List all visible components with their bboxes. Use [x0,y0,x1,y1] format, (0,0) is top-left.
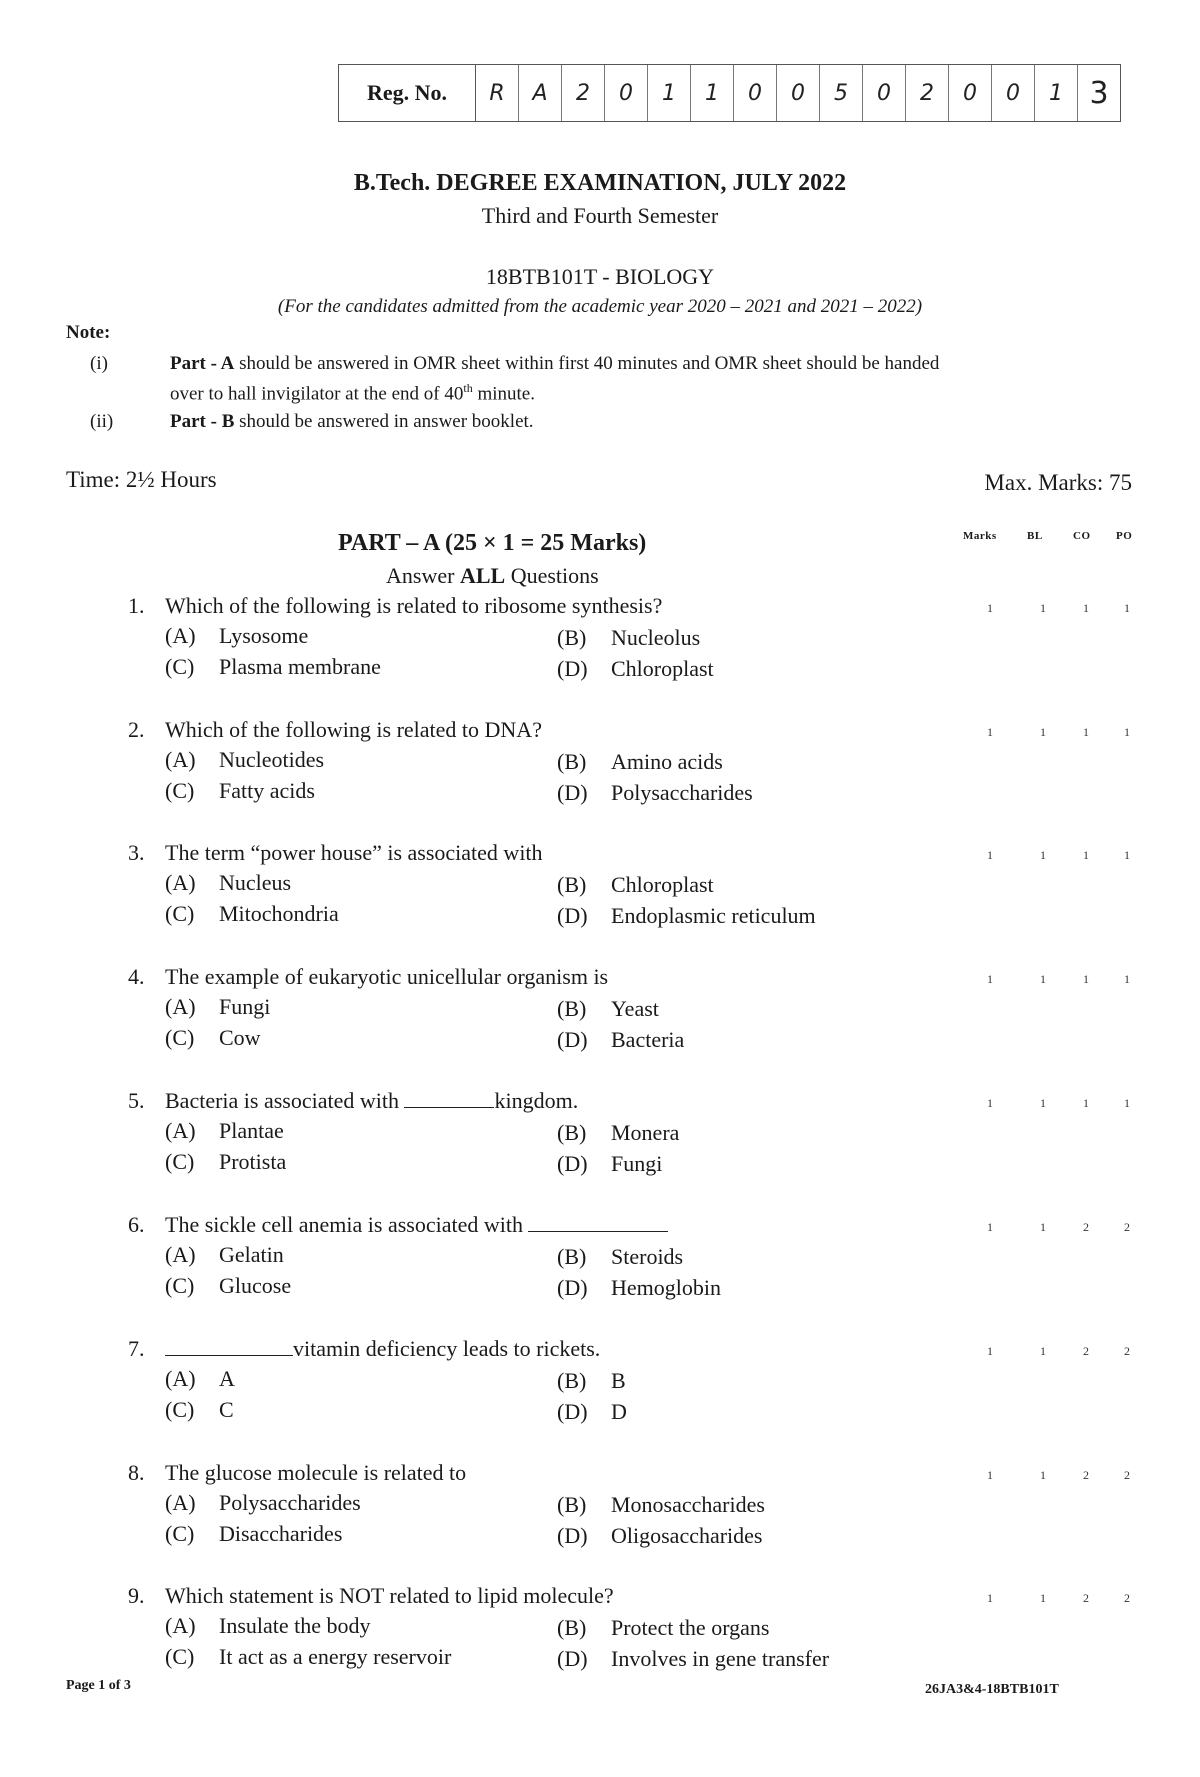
question-text [165,1460,466,1486]
option-text: Protista [219,1149,287,1174]
option-a [165,870,291,896]
option-letter: (B) [557,1368,587,1393]
option-letter: (D) [557,1646,588,1671]
note-body-line2: over to hall invigilator at the end of 40 [170,383,464,405]
option-a [165,1242,284,1268]
option-b [557,872,714,898]
question-co: 1 [1083,1096,1089,1110]
question-po: 2 [1124,1220,1130,1234]
course-code: 18BTB101T - BIOLOGY [485,264,715,289]
option-letter: (D) [557,656,588,681]
option-text: Monera [611,1120,680,1145]
option-text: Involves in gene transfer [611,1646,830,1671]
question-co: 1 [1083,972,1089,986]
question-marks: 1 [987,1220,993,1234]
note-bold: Part - B [170,411,235,432]
option-d [557,780,753,806]
option-text: Amino acids [611,749,723,774]
reg-digit: A [519,65,562,121]
question-co: 2 [1083,1220,1089,1234]
option-a [165,1118,284,1144]
question-bl: 1 [1040,1096,1046,1110]
option-c [165,1273,291,1299]
question-marks: 1 [987,848,993,862]
semester: Third and Fourth Semester [481,203,719,228]
note-bold: Part - A [170,353,235,374]
option-d [557,903,816,929]
option-d [557,1399,627,1425]
option-letter: (C) [165,901,195,926]
option-letter: (D) [557,1151,588,1176]
reg-no-box [338,64,1121,122]
reg-digit: 2 [906,65,949,121]
question-text-body: Which statement is NOT related to lipid molecule? [165,1583,614,1608]
option-letter: (A) [165,623,196,648]
option-text: Cow [219,1025,261,1050]
option-b [557,1368,626,1394]
question-co: 1 [1083,725,1089,739]
question-co: 2 [1083,1344,1089,1358]
option-letter: (A) [165,1118,196,1143]
option-text: Bacteria [611,1027,685,1052]
part-a-heading: PART – A (25 × 1 = 25 Marks) [338,530,647,556]
option-b [557,996,659,1022]
option-c [165,1521,342,1547]
option-letter: (A) [165,870,196,895]
option-a [165,1490,361,1516]
note-number: (ii) [90,411,114,432]
fill-blank [165,1337,293,1356]
reg-digit: 0 [734,65,777,121]
question-bl: 1 [1040,1344,1046,1358]
question-text [165,1212,668,1238]
question-bl: 1 [1040,725,1046,739]
question-number: 7. [128,1336,145,1361]
option-letter: (B) [557,1492,587,1517]
option-text: Polysaccharides [219,1490,361,1515]
reg-digit: R [476,65,519,121]
note-body-end: minute. [472,383,535,405]
col-bl: BL [1027,530,1043,542]
note-body: should be answered in OMR sheet within first 40 minutes and OMR sheet should be handed [234,353,940,374]
option-b [557,1120,679,1146]
option-b [557,1492,765,1518]
option-letter: (C) [165,1025,195,1050]
question-number: 6. [128,1212,145,1237]
option-letter: (A) [165,1613,196,1638]
option-c [165,1397,234,1423]
option-letter: (D) [557,903,588,928]
max-marks: Max. Marks: 75 [984,470,1132,495]
option-c [165,901,339,927]
option-text: C [219,1397,234,1422]
question-po: 1 [1124,601,1130,615]
question-marks: 1 [987,1344,993,1358]
instruction-text: Questions [505,563,599,588]
option-letter: (D) [557,1523,588,1548]
option-d [557,1523,763,1549]
question-number: 5. [128,1088,145,1113]
option-d [557,1027,684,1053]
option-text: Plasma membrane [219,654,381,679]
option-a [165,994,270,1020]
option-text: Steroids [611,1244,684,1269]
option-text: Fungi [611,1151,663,1176]
exam-title: B.Tech. DEGREE EXAMINATION, JULY 2022 [353,170,847,196]
note-number: (i) [90,353,108,374]
question-text-pre: Bacteria is associated with [165,1088,405,1113]
option-text: Protect the organs [611,1615,770,1640]
option-letter: (B) [557,872,587,897]
option-text: Plantae [219,1118,284,1143]
reg-digit: 1 [1035,65,1078,121]
option-c [165,654,381,680]
question-po: 2 [1124,1468,1130,1482]
instruction-text: Answer [386,563,460,588]
question-co: 2 [1083,1468,1089,1482]
question-bl: 1 [1040,1220,1046,1234]
question-co: 1 [1083,601,1089,615]
option-letter: (B) [557,1615,587,1640]
question-marks: 1 [987,1468,993,1482]
question-po: 1 [1124,1096,1130,1110]
option-letter: (C) [165,778,195,803]
option-text: It act as a energy reservoir [219,1644,452,1669]
option-a [165,623,308,649]
question-text [165,1336,600,1362]
option-letter: (C) [165,1149,195,1174]
reg-digit: 1 [648,65,691,121]
question-marks: 1 [987,972,993,986]
option-letter: (C) [165,654,195,679]
question-number: 4. [128,964,145,989]
question-number: 8. [128,1460,145,1485]
question-text-post: kingdom. [494,1088,579,1113]
option-text: Fatty acids [219,778,315,803]
note-sup: th [463,381,473,395]
reg-digit: 2 [562,65,605,121]
option-text: Disaccharides [219,1521,343,1546]
question-bl: 1 [1040,972,1046,986]
option-c [165,1644,451,1670]
option-letter: (B) [557,1244,587,1269]
question-number: 1. [128,593,145,618]
col-marks: Marks [963,530,997,542]
option-c [165,1025,261,1051]
question-po: 1 [1124,725,1130,739]
option-text: Fungi [219,994,271,1019]
question-bl: 1 [1040,1591,1046,1605]
option-a [165,1366,235,1392]
option-text: Polysaccharides [611,780,753,805]
option-text: Glucose [219,1273,292,1298]
question-text [165,1583,614,1609]
option-text: A [219,1366,235,1391]
option-text: Nucleus [219,870,292,895]
question-text-body: The glucose molecule is related to [165,1460,467,1485]
question-text [165,593,662,619]
option-a [165,1613,371,1639]
option-letter: (C) [165,1644,195,1669]
option-b [557,749,723,775]
option-letter: (B) [557,1120,587,1145]
question-marks: 1 [987,601,993,615]
option-d [557,1275,721,1301]
time-allowed: Time: 2½ Hours [66,467,217,492]
question-marks: 1 [987,1096,993,1110]
option-text: Oligosaccharides [611,1523,763,1548]
option-letter: (B) [557,749,587,774]
fill-blank [528,1213,668,1232]
question-co: 1 [1083,848,1089,862]
question-po: 2 [1124,1344,1130,1358]
option-text: Gelatin [219,1242,284,1267]
option-d [557,1646,829,1672]
reg-digit: 0 [949,65,992,121]
option-a [165,747,324,773]
admitted-note: (For the candidates admitted from the academic year 2020 – 2021 and 2021 – 2022) [277,296,923,317]
reg-digit: 0 [777,65,820,121]
reg-digit: 5 [820,65,863,121]
option-b [557,1615,769,1641]
option-d [557,1151,662,1177]
option-text: Insulate the body [219,1613,371,1638]
reg-digit: 0 [863,65,906,121]
option-letter: (A) [165,1366,196,1391]
option-text: Chloroplast [611,872,714,897]
col-po: PO [1116,530,1133,542]
question-bl: 1 [1040,1468,1046,1482]
option-text: Monosaccharides [611,1492,765,1517]
reg-no-label: Reg. No. [339,65,476,121]
option-letter: (C) [165,1521,195,1546]
option-letter: (C) [165,1273,195,1298]
question-text-body: The term “power house” is associated with [165,840,543,865]
page-number: Page 1 of 3 [66,1678,131,1693]
question-po: 1 [1124,972,1130,986]
question-bl: 1 [1040,601,1046,615]
note-body: should be answered in answer booklet. [234,411,534,432]
reg-digit: 1 [691,65,734,121]
option-text: Lysosome [219,623,309,648]
fill-blank [404,1089,494,1108]
reg-digit: 0 [992,65,1035,121]
option-letter: (A) [165,747,196,772]
option-text: Hemoglobin [611,1275,721,1300]
option-letter: (B) [557,625,587,650]
option-text: Mitochondria [219,901,339,926]
option-text: D [611,1399,627,1424]
question-text [165,964,608,990]
option-letter: (A) [165,994,196,1019]
reg-digit: 0 [605,65,648,121]
option-d [557,656,714,682]
part-a-instruction [386,563,599,589]
question-po: 2 [1124,1591,1130,1605]
paper-code: 26JA3&4-18BTB101T [925,1682,1059,1697]
option-letter: (A) [165,1242,196,1267]
question-text [165,840,543,866]
option-text: Chloroplast [611,656,714,681]
option-text: B [611,1368,626,1393]
option-letter: (C) [165,1397,195,1422]
question-text-body: The example of eukaryotic unicellular organism is [165,964,609,989]
question-text [165,717,542,743]
option-text: Endoplasmic reticulum [611,903,816,928]
question-text-body: Which of the following is related to DNA? [165,717,542,742]
col-co: CO [1073,530,1091,542]
reg-digit: 3 [1089,75,1109,111]
option-text: Nucleotides [219,747,325,772]
note-heading: Note: [66,322,111,343]
question-text-post: vitamin deficiency leads to rickets. [293,1336,601,1361]
question-po: 1 [1124,848,1130,862]
instruction-bold: ALL [459,563,506,588]
option-c [165,1149,286,1175]
question-co: 2 [1083,1591,1089,1605]
option-b [557,625,700,651]
option-letter: (D) [557,1275,588,1300]
option-letter: (A) [165,1490,196,1515]
option-text: Yeast [611,996,659,1021]
question-number: 2. [128,717,145,742]
note-text [170,352,1200,406]
note-text [170,410,1200,434]
question-text-body: Which of the following is related to ribosome synthesis? [165,593,663,618]
option-c [165,778,315,804]
question-text-body: The sickle cell anemia is associated with [165,1212,529,1237]
option-letter: (B) [557,996,587,1021]
question-number: 3. [128,840,145,865]
option-letter: (D) [557,1027,588,1052]
question-number: 9. [128,1583,145,1608]
option-text: Nucleolus [611,625,701,650]
question-text [165,1088,578,1114]
question-bl: 1 [1040,848,1046,862]
option-b [557,1244,683,1270]
option-letter: (D) [557,1399,588,1424]
question-marks: 1 [987,725,993,739]
option-letter: (D) [557,780,588,805]
question-marks: 1 [987,1591,993,1605]
